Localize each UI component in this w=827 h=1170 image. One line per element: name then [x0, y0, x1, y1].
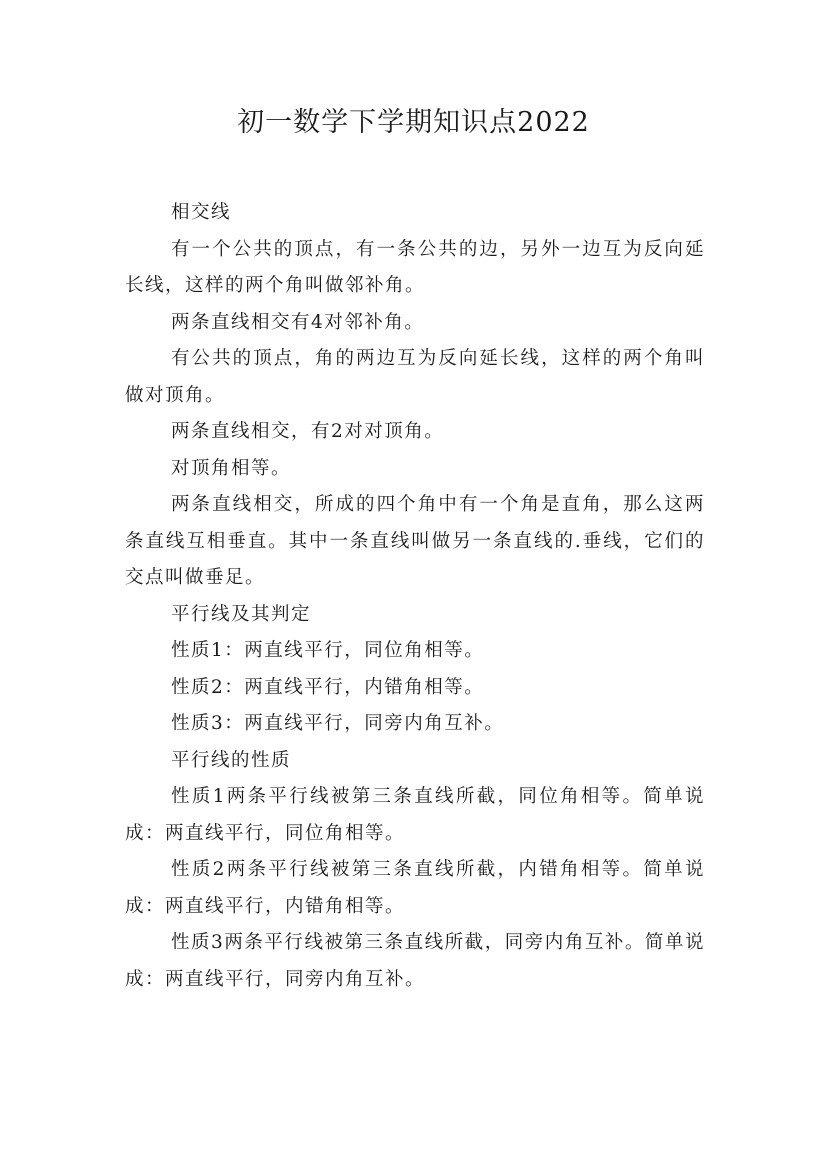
paragraph: 性质1两条平行线被第三条直线所截，同位角相等。简单说成：两直线平行，同位角相等。 — [125, 786, 705, 844]
paragraph: 性质2两条平行线被第三条直线所截，内错角相等。简单说成：两直线平行，内错角相等。 — [125, 859, 705, 917]
paragraph-heading-parallel-judgement: 平行线及其判定 — [171, 603, 312, 625]
document-title: 初一数学下学期知识点2022 — [237, 107, 590, 138]
paragraph: 两条直线相交，所成的四个角中有一个角是直角，那么这两条直线互相垂直。其中一条直线叫做另一条直线的.垂线，它们的交点叫做垂足。 — [125, 494, 705, 588]
paragraph: 性质3两条平行线被第三条直线所截，同旁内角互补。简单说成：两直线平行，同旁内角互补。 — [125, 932, 705, 990]
paragraph: 对顶角相等。 — [171, 457, 292, 479]
paragraph: 性质2：两直线平行，内错角相等。 — [171, 676, 485, 698]
paragraph-heading-parallel-properties: 平行线的性质 — [171, 749, 292, 771]
paragraph: 性质3：两直线平行，同旁内角互补。 — [171, 713, 505, 734]
paragraph: 性质1：两直线平行，同位角相等。 — [171, 640, 485, 661]
paragraph: 两条直线相交，有2对对顶角。 — [171, 421, 445, 442]
paragraph: 两条直线相交有4对邻补角。 — [171, 311, 425, 333]
paragraph-heading-intersecting-lines: 相交线 — [171, 202, 232, 223]
paragraph: 有一个公共的顶点，有一条公共的边，另外一边互为反向延长线，这样的两个角叫做邻补角。 — [125, 238, 705, 296]
paragraph: 有公共的顶点，角的两边互为反向延长线，这样的两个角叫做对顶角。 — [125, 348, 705, 406]
document-body — [125, 195, 705, 998]
